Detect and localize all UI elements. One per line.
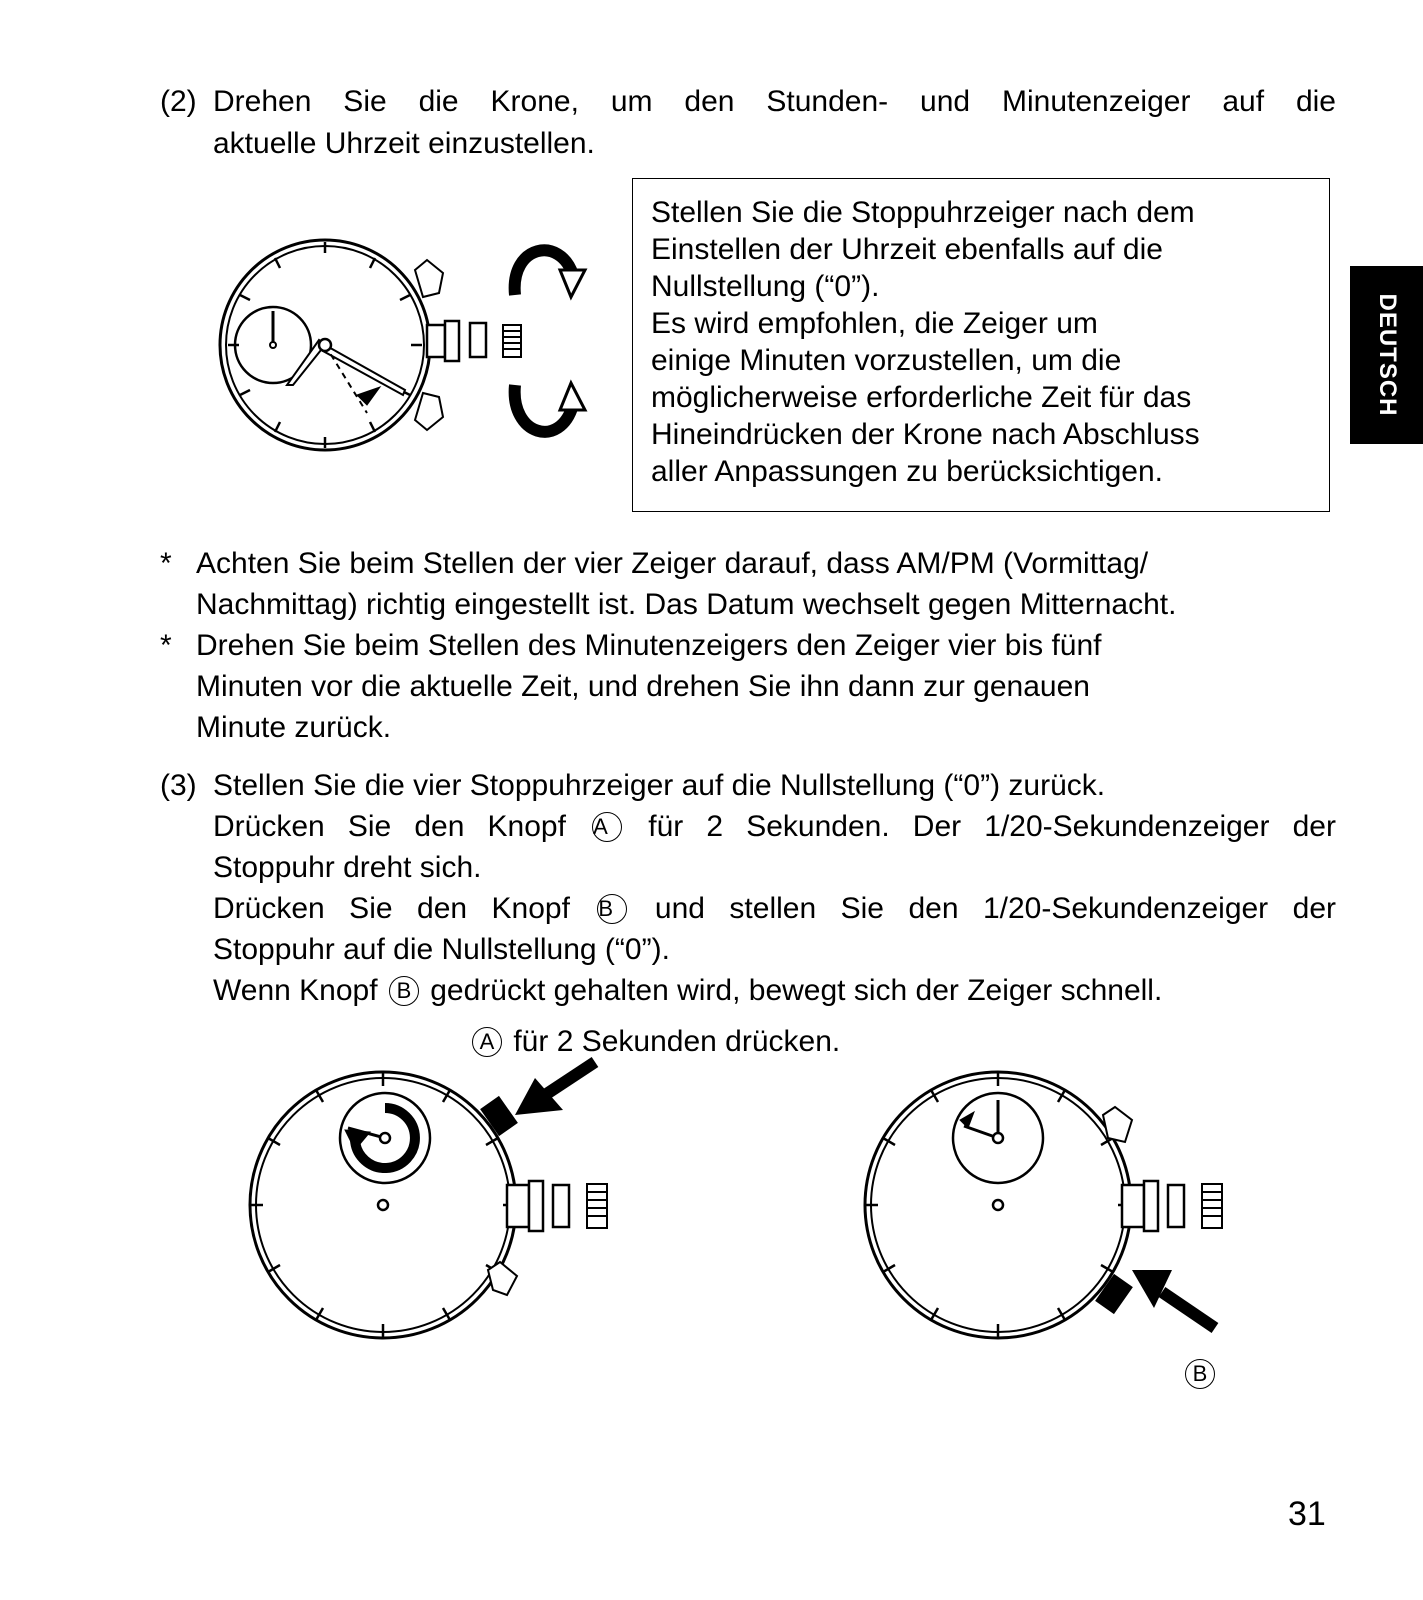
button-a-symbol: A xyxy=(472,1027,502,1057)
note-box-line: einige Minuten vorzustellen, um die xyxy=(651,344,1122,377)
language-tab-label: DEUTSCH xyxy=(1373,293,1401,417)
button-b-symbol: B xyxy=(1185,1359,1215,1389)
note-box-line: Nullstellung (“0”). xyxy=(651,270,880,303)
button-b-symbol: B xyxy=(597,894,627,924)
step-3-line-4: Drücken Sie den Knopf B und stellen Sie den 1/20-Sekundenzeiger der xyxy=(213,892,1337,925)
press-arrow-b-icon xyxy=(1132,1270,1215,1328)
note-box-line: Es wird empfohlen, die Zeiger um xyxy=(651,307,1098,340)
language-tab xyxy=(1350,266,1423,444)
note-2-line-3: Minute zurück. xyxy=(196,711,392,744)
figure-press-button-a xyxy=(245,1070,625,1350)
note-1-line-2: Nachmittag) richtig eingestellt ist. Das Datum wechselt gegen Mitternacht. xyxy=(196,588,1177,621)
button-a-symbol: A xyxy=(592,812,622,842)
note-box-line: aller Anpassungen zu berücksichtigen. xyxy=(651,455,1163,488)
step-3-line-3: Stoppuhr dreht sich. xyxy=(213,851,482,884)
page-number: 31 xyxy=(1288,1495,1326,1533)
rotate-counterclockwise-icon xyxy=(515,383,585,432)
watch-illustration-1 xyxy=(220,240,521,450)
note-box xyxy=(632,178,1330,512)
rotate-clockwise-icon xyxy=(515,250,585,297)
note-1-line-1: Achten Sie beim Stellen der vier Zeiger darauf, dass AM/PM (Vormittag/ xyxy=(196,547,1149,580)
note-1-marker: * xyxy=(160,547,172,580)
step-3-line-2: Drücken Sie den Knopf A für 2 Sekunden. Der 1/20-Sekundenzeiger der xyxy=(213,810,1336,843)
step-3-line-1: Stellen Sie die vier Stoppuhrzeiger auf die Nullstellung (“0”) zurück. xyxy=(213,769,1106,802)
note-2-line-2: Minuten vor die aktuelle Zeit, und drehen Sie ihn dann zur genauen xyxy=(196,670,1090,703)
note-2-marker: * xyxy=(160,629,172,662)
step-2-text-line-2: aktuelle Uhrzeit einzustellen. xyxy=(213,127,595,160)
note-box-line: möglicherweise erforderliche Zeit für das xyxy=(651,381,1192,414)
figure-crown-rotation xyxy=(205,225,625,475)
step-2-text-line-1: Drehen Sie die Krone, um den Stunden- und Minutenzeiger auf die xyxy=(213,85,1336,118)
step-3-line-5: Stoppuhr auf die Nullstellung (“0”). xyxy=(213,933,670,966)
step-3-line-6: Wenn Knopf B gedrückt gehalten wird, bewegt sich der Zeiger schnell. xyxy=(213,974,1163,1007)
note-2-line-1: Drehen Sie beim Stellen des Minutenzeigers den Zeiger vier bis fünf xyxy=(196,629,1102,662)
figure-caption: A für 2 Sekunden drücken. xyxy=(469,1022,840,1062)
watch-illustration-2 xyxy=(250,1072,607,1338)
step-3-number: (3) xyxy=(160,769,197,802)
step-2-number: (2) xyxy=(160,85,197,118)
figure-press-button-b xyxy=(860,1070,1240,1390)
press-arrow-a-icon xyxy=(515,1062,595,1115)
figure-b-label xyxy=(1182,1354,1218,1394)
note-box-line: Hineindrücken der Krone nach Abschluss xyxy=(651,418,1200,451)
button-b-symbol: B xyxy=(389,976,419,1006)
note-box-line: Stellen Sie die Stoppuhrzeiger nach dem xyxy=(651,196,1195,229)
note-box-line: Einstellen der Uhrzeit ebenfalls auf die xyxy=(651,233,1163,266)
